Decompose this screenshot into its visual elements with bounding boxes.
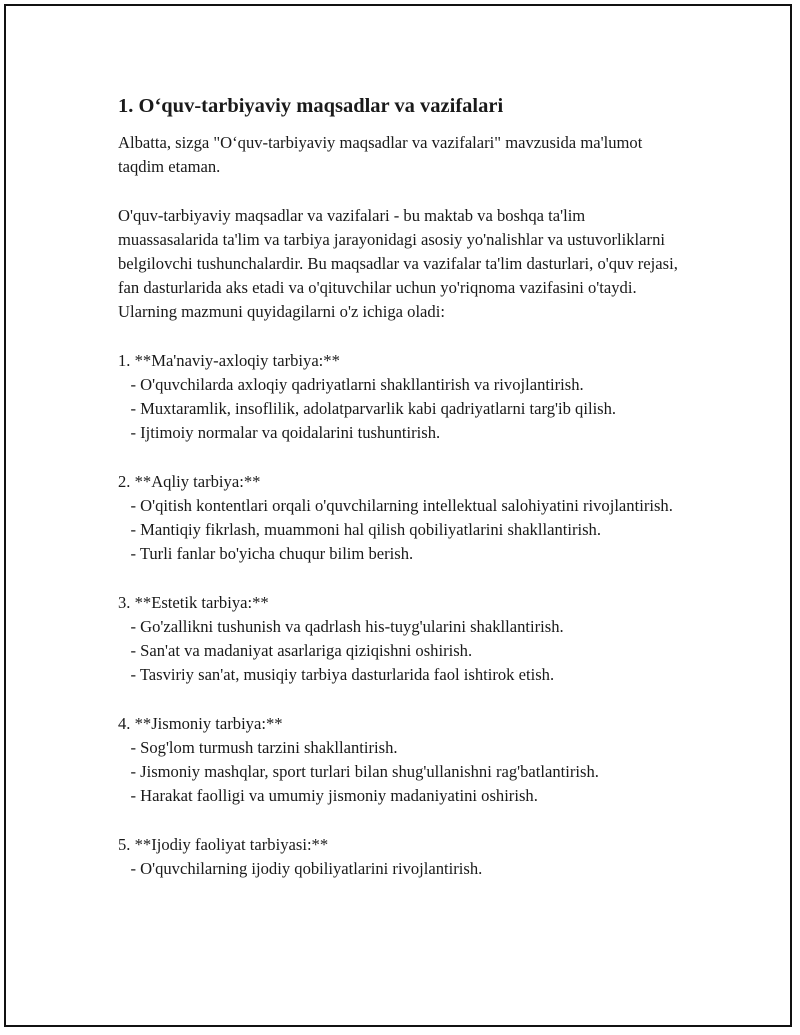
list-item: - O'quvchilarning ijodiy qobiliyatlarini rivojlantirish. <box>118 859 483 878</box>
section <box>118 349 678 446</box>
section <box>118 712 678 809</box>
list-item: - Harakat faolligi va umumiy jismoniy madaniyatini oshirish. <box>118 786 538 806</box>
section <box>118 833 678 881</box>
section <box>118 470 678 567</box>
list-item: - Go'zallikni tushunish va qadrlash his-tuyg'ularini shakllantirish. <box>118 617 564 636</box>
section-title: 4. **Jismoniy tarbiya:** <box>118 713 283 733</box>
section-title: 1. **Ma'naviy-axloqiy tarbiya:** <box>118 350 340 370</box>
list-item: - O'quvchilarda axloqiy qadriyatlarni shakllantirish va rivojlantirish. <box>118 375 584 394</box>
section-title: 2. **Aqliy tarbiya:** <box>118 471 261 491</box>
document-body <box>118 93 678 905</box>
section <box>118 591 678 688</box>
section-title: 5. **Ijodiy faoliyat tarbiyasi:** <box>118 834 329 854</box>
list-item: - Muxtaramlik, insoflilik, adolatparvarlik kabi qadriyatlarni targ'ib qilish. <box>118 399 617 419</box>
page-title: 1. O‘quv-tarbiyaviy maqsadlar va vazifalari <box>118 95 504 117</box>
description-paragraph: O'quv-tarbiyaviy maqsadlar va vazifalari - bu maktab va boshqa ta'lim muassasalarida ta'lim va tarbiya jarayonidagi asosiy yo'nalishlar va ustuvorliklarni belgilovchi tushunchalardir. Bu maqsadlar va vazifalar ta'lim dasturlari, o'quv rejasi, fan dasturlarida aks etadi va o'qituvchilar uchun yo'riqnoma vazifasini o'taydi. Ularning mazmuni quyidagilarni o'z ichiga oladi: <box>118 205 678 322</box>
list-item: - Turli fanlar bo'yicha chuqur bilim berish. <box>118 544 414 564</box>
intro-paragraph: Albatta, sizga "O‘quv-tarbiyaviy maqsadlar va vazifalari" mavzusida ma'lumot taqdim etaman. <box>118 133 643 177</box>
list-item: - Jismoniy mashqlar, sport turlari bilan shug'ullanishni rag'batlantirish. <box>118 762 599 782</box>
list-item: - Tasviriy san'at, musiqiy tarbiya dasturlarida faol ishtirok etish. <box>118 665 555 685</box>
list-item: - Mantiqiy fikrlash, muammoni hal qilish qobiliyatlarini shakllantirish. <box>118 520 602 540</box>
list-item: - Sog'lom turmush tarzini shakllantirish. <box>118 738 398 757</box>
section-title: 3. **Estetik tarbiya:** <box>118 592 269 612</box>
list-item: - Ijtimoiy normalar va qoidalarini tushuntirish. <box>118 423 441 443</box>
list-item: - O'qitish kontentlari orqali o'quvchilarning intellektual salohiyatini rivojlantirish. <box>118 496 673 515</box>
list-item: - San'at va madaniyat asarlariga qiziqishni oshirish. <box>118 641 473 661</box>
sections-list <box>118 349 678 881</box>
